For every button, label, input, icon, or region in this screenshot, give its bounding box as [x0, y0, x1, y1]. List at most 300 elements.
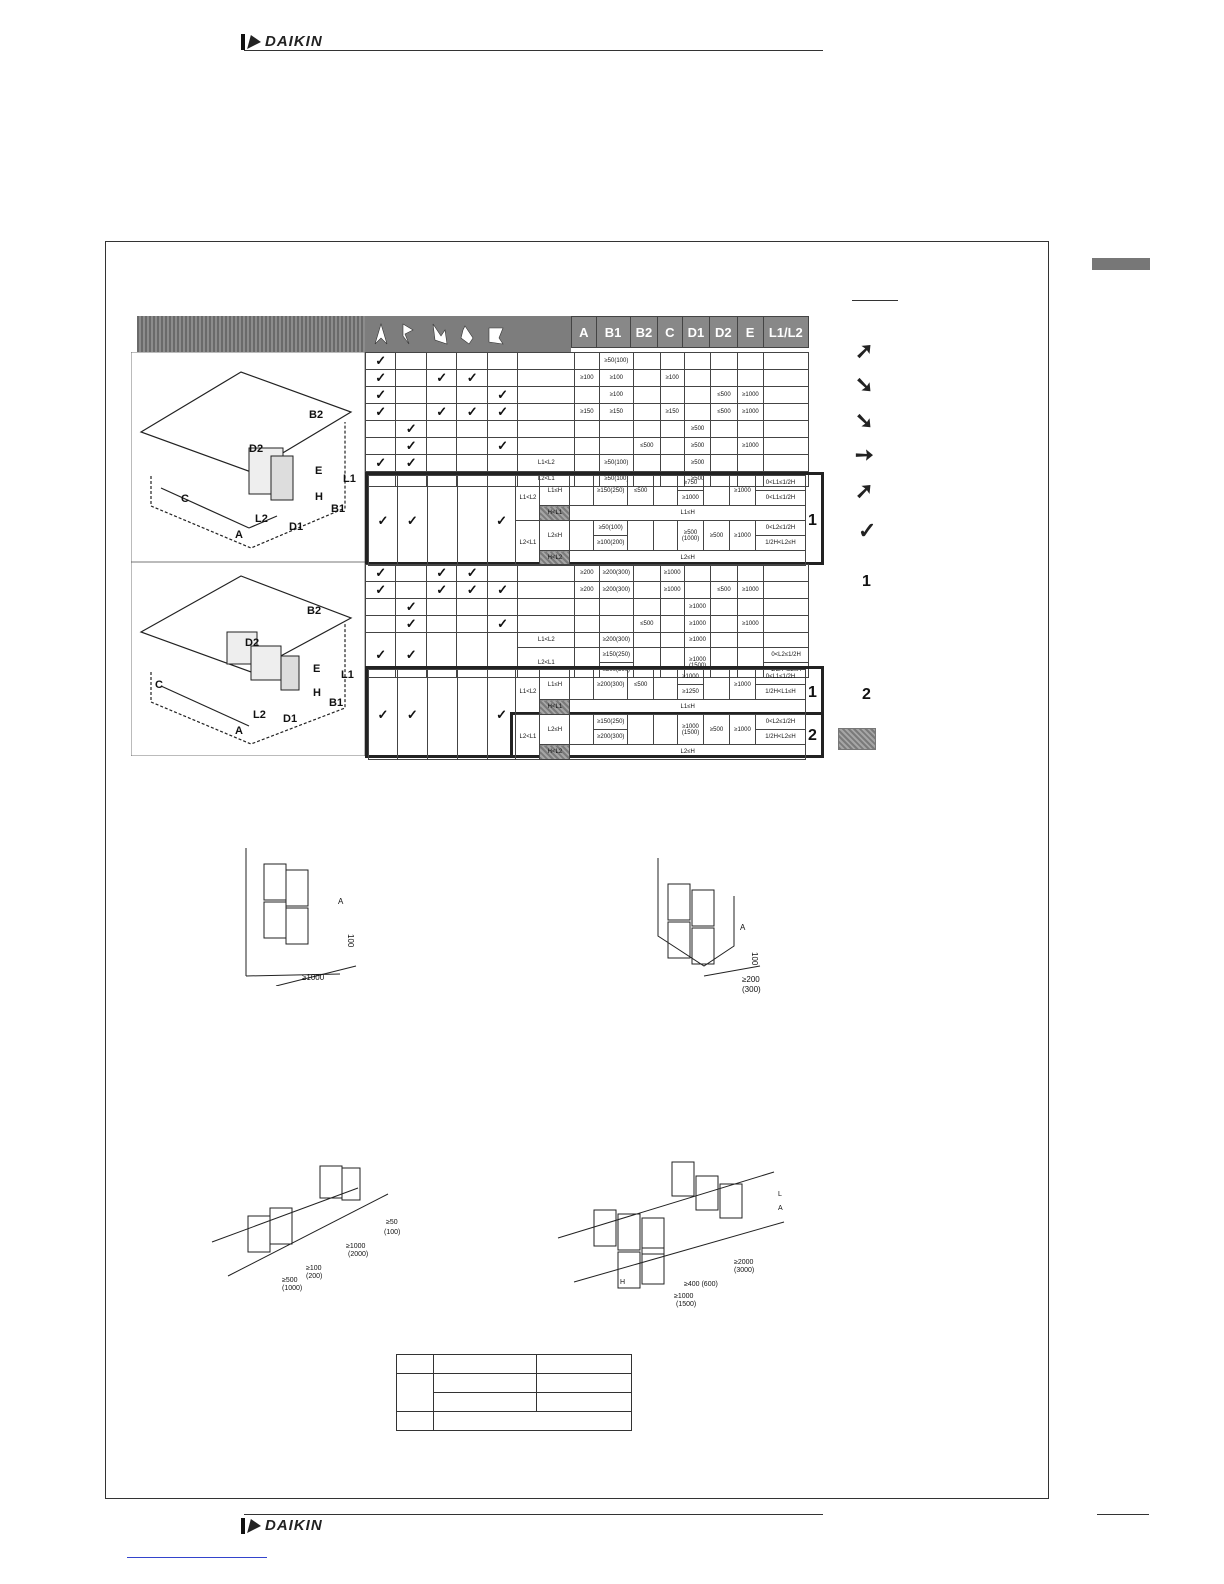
mid-cell: [518, 565, 575, 582]
legend-two: 2: [862, 686, 871, 703]
box2-d2: ≥500: [704, 715, 730, 745]
mid-cell: [737, 599, 763, 616]
top-cell: [634, 353, 660, 370]
top-cell: [764, 387, 809, 404]
mid-cell: [426, 616, 456, 633]
top-cell: [366, 438, 396, 455]
mid-cell: [634, 565, 660, 582]
fig4-d1: ≥2000: [734, 1259, 754, 1266]
table-header-blank: [515, 316, 571, 352]
top-cell: ≤500: [634, 438, 660, 455]
mid-cell: [764, 599, 809, 616]
top-cell: ≥100: [599, 387, 634, 404]
top-cell: [737, 370, 763, 387]
top-cell: [487, 421, 517, 438]
box2-d1c2: (1500): [681, 729, 700, 736]
middle-rows-table: [365, 564, 809, 678]
mid-d1b: ≥1000: [689, 656, 706, 663]
box2-cond3: 0<L2≤1/2H: [755, 715, 805, 730]
mid-cell: [518, 616, 575, 633]
col-d1: D1: [682, 317, 709, 348]
top-cell: ✓: [366, 353, 396, 370]
mid-cell: [518, 582, 575, 599]
fig3-d3b: (200): [306, 1273, 323, 1280]
mid-cell: [487, 599, 517, 616]
top-cell: ≥50(100): [599, 472, 634, 487]
top-cell: ✓: [457, 404, 487, 421]
top-cell: [518, 387, 575, 404]
top-cell: [660, 438, 684, 455]
upper-rows-table: [365, 352, 809, 487]
top-cell: ≥150: [575, 404, 599, 421]
box2-d1b: ≥1250: [678, 685, 704, 700]
mid-cell: ≤500: [634, 616, 660, 633]
top-cell: ✓: [487, 438, 517, 455]
label-c-lower: C: [155, 679, 163, 691]
top-cell: ✓: [396, 421, 426, 438]
box2-e: ≥1000: [730, 670, 756, 700]
top-cell: [457, 438, 487, 455]
top-cell: [684, 353, 710, 370]
box2-l1h2: L1≤H: [570, 700, 806, 715]
top-row: [366, 421, 809, 438]
mid-cell: ✓: [396, 599, 426, 616]
fig1-dim2: ≥1000: [302, 973, 325, 982]
mid-l2l1: L2<L1: [518, 648, 575, 678]
legend-arrow-right-icon: ➘: [855, 372, 874, 397]
top-cell: ✓: [396, 438, 426, 455]
top-cell: ✓: [366, 404, 396, 421]
top-row: [366, 370, 809, 387]
box2-l1l2: L1<L2: [516, 670, 540, 715]
footer-rule-right: [1097, 1514, 1149, 1515]
box1-d1b: ≥1000: [678, 491, 704, 506]
fig3-d4: ≥500: [282, 1277, 298, 1284]
col-d2: D2: [710, 317, 737, 348]
top-cell: [366, 421, 396, 438]
daikin-mark-icon: [247, 35, 263, 49]
mid-cell: ✓: [487, 616, 517, 633]
top-cell: L1<L2: [518, 455, 575, 472]
label-b1-lower: B1: [329, 697, 344, 709]
legend-one: 1: [862, 573, 871, 590]
mid-cell: [396, 565, 426, 582]
fig4-d3: ≥1000: [674, 1293, 694, 1300]
top-cell: [518, 421, 575, 438]
top-cell: [737, 421, 763, 438]
box1-b1: ≥150(250): [594, 476, 628, 506]
box1-d1c2: (1000): [681, 535, 700, 542]
fig2-dim1: 100: [750, 952, 759, 966]
mid-cell: [660, 616, 684, 633]
fig1-a: A: [338, 897, 344, 906]
top-cell: [660, 455, 684, 472]
mid-cell: [518, 599, 575, 616]
mid-cell: ✓: [426, 582, 456, 599]
top-cell: [634, 370, 660, 387]
label-d1-lower: D1: [283, 713, 298, 725]
top-cell: ≥500: [684, 421, 710, 438]
mid-cell: [634, 582, 660, 599]
mid-cell: ✓: [366, 582, 396, 599]
top-cell: [487, 455, 517, 472]
box2-cond4: 1/2H<L2≤H: [755, 730, 805, 745]
top-rows-body: [366, 353, 809, 487]
top-cell: [711, 438, 737, 455]
top-cell: [457, 353, 487, 370]
label-h: H: [315, 491, 323, 503]
mid-cell: [366, 599, 396, 616]
mid-cell: [575, 599, 599, 616]
legend-arrow-down-icon: ➚: [855, 478, 874, 503]
box2-b2: ≤500: [628, 670, 654, 700]
figure-1-stacked-units: [236, 846, 366, 986]
col-l1l2: L1/L2: [763, 317, 808, 348]
column-header-table: [571, 316, 809, 348]
fig4-d3b: (1500): [676, 1301, 697, 1308]
top-cell: [764, 404, 809, 421]
mid-cell: ✓: [487, 582, 517, 599]
label-b2: B2: [309, 409, 324, 421]
mid-cell: ✓: [426, 565, 456, 582]
box2-l1h: L1≤H: [540, 670, 570, 700]
col-a: A: [572, 317, 597, 348]
box1-e2: ≥1000: [730, 521, 756, 551]
box-1-number: 1: [808, 512, 817, 529]
mid-cell: ≥200: [575, 582, 599, 599]
box1-l1l2: L1<L2: [516, 476, 540, 521]
footer-logo-bar: [241, 1518, 245, 1534]
box2-check-5: ✓: [487, 670, 516, 760]
logo-bar: [241, 34, 245, 50]
top-cell: ≤500: [711, 404, 737, 421]
mid-cell: ≥200: [575, 565, 599, 582]
box2-check-1: ✓: [369, 670, 398, 760]
mid-cell: [684, 565, 710, 582]
box-2-number-a: 1: [808, 684, 817, 701]
mid-cell: ✓: [396, 616, 426, 633]
box2-hl1: H<L1: [540, 700, 570, 715]
fig2-dim3: (300): [742, 985, 761, 994]
top-cell: ≥500: [684, 472, 710, 487]
box-2-table: [368, 669, 806, 760]
top-cell: ≤500: [711, 387, 737, 404]
top-cell: [426, 353, 456, 370]
top-cell: [575, 353, 599, 370]
box1-check-2: ✓: [397, 476, 427, 566]
mid-cond2: 1/2H<L2≤H: [764, 663, 809, 678]
box2-d1a: ≥1000: [678, 670, 704, 685]
top-row: [366, 455, 809, 472]
fig4-h: H: [620, 1279, 626, 1286]
box2-b1d: ≥200(300): [594, 730, 628, 745]
box1-e: ≥1000: [730, 476, 756, 506]
box2-d1c: ≥1000: [682, 723, 699, 730]
legend-arrow-up-icon: ➚: [855, 338, 874, 363]
brand-text: DAIKIN: [265, 33, 323, 50]
top-row: [366, 387, 809, 404]
mid-cell: [764, 582, 809, 599]
box2-l2h: L2≤H: [540, 715, 570, 745]
mid-cell: [764, 616, 809, 633]
top-cell: ≥1000: [737, 404, 763, 421]
mid-cell: ≥1000: [737, 616, 763, 633]
legend-arrow-down-right-icon: ➘: [855, 408, 874, 433]
top-cell: ✓: [366, 370, 396, 387]
top-cell: ≥150: [660, 404, 684, 421]
label-b1: B1: [331, 503, 346, 515]
mid-cell: ≤500: [711, 582, 737, 599]
top-cell: [711, 353, 737, 370]
mid-cell: ≥1000: [660, 582, 684, 599]
top-cell: [518, 370, 575, 387]
box2-hl2: H<L2: [540, 745, 570, 760]
top-cell: ✓: [366, 455, 396, 472]
top-cell: [396, 387, 426, 404]
mid-check-1: ✓: [366, 633, 396, 678]
top-cell: [426, 421, 456, 438]
box1-b1c: ≥50(100): [594, 521, 628, 536]
mid-cell: [711, 599, 737, 616]
label-d2: D2: [249, 443, 264, 455]
top-cell: ≥1000: [737, 438, 763, 455]
legend-check: ✓: [858, 518, 877, 543]
box1-b1d: ≥100(200): [594, 536, 628, 551]
mid-cell: ≥200(300): [599, 565, 634, 582]
top-cell: [711, 370, 737, 387]
box1-cond3: 0<L2≤1/2H: [755, 521, 805, 536]
top-cell: [487, 370, 517, 387]
mid-l1l2: L1<L2: [518, 633, 575, 648]
mid-cell: [737, 565, 763, 582]
top-cell: [764, 455, 809, 472]
top-cell: ✓: [396, 455, 426, 472]
top-cell: [575, 387, 599, 404]
top-cell: [396, 353, 426, 370]
top-cell: [684, 404, 710, 421]
mid-check-2: ✓: [396, 633, 426, 678]
top-cell: ✓: [457, 370, 487, 387]
legend-arrow-down-left-icon: ➙: [855, 442, 874, 467]
mid-d1: ≥1000: [684, 633, 710, 648]
fig1-dim1: 100: [346, 934, 355, 948]
mid-b1: ≥200(300): [599, 633, 634, 648]
fig4-d2: ≥400 (600): [684, 1281, 718, 1288]
label-e: E: [315, 465, 323, 477]
top-cell: [634, 387, 660, 404]
box1-d1a: ≥750: [678, 476, 704, 491]
label-e-lower: E: [313, 663, 321, 675]
top-cell: [599, 438, 634, 455]
mid-cell: [457, 599, 487, 616]
mid-cell: [711, 616, 737, 633]
table-header-band: [137, 316, 365, 352]
box1-d1c: ≥500: [683, 529, 698, 536]
top-cell: ≥50(100): [599, 353, 634, 370]
top-cell: [660, 387, 684, 404]
box1-cond4: 1/2H<L2≤H: [755, 536, 805, 551]
mid-cell: [684, 582, 710, 599]
top-cell: ≥100: [660, 370, 684, 387]
top-cell: [737, 455, 763, 472]
top-cell: [684, 387, 710, 404]
top-cell: [634, 404, 660, 421]
bottom-link-underline: [127, 1557, 267, 1558]
upper-isometric-diagram: [131, 352, 365, 562]
top-cell: [660, 421, 684, 438]
box2-l2h2: L2≤H: [570, 745, 806, 760]
box-1-table: [368, 475, 806, 566]
header-logo: [241, 33, 323, 50]
top-cell: [518, 404, 575, 421]
top-cell: [737, 353, 763, 370]
box1-check-1: ✓: [369, 476, 398, 566]
box1-l1h: L1≤H: [540, 476, 570, 506]
mid-row: [366, 565, 809, 582]
label-c: C: [181, 493, 189, 505]
top-cell: [518, 353, 575, 370]
box2-cond1: 0<L1≤1/2H: [755, 670, 805, 685]
box1-hl2: H<L2: [540, 551, 570, 566]
mid-cell: [457, 616, 487, 633]
top-cell: ≥1000: [737, 387, 763, 404]
mid-row: [366, 599, 809, 616]
top-cell: ✓: [487, 387, 517, 404]
mid-cell: ≥1000: [660, 565, 684, 582]
label-l2-lower: L2: [253, 709, 266, 721]
figure-2-stacked-units: [644, 856, 784, 996]
mid-cell: [599, 599, 634, 616]
fig3-d3: ≥100: [306, 1265, 322, 1272]
direction-arrows-header: [365, 316, 515, 352]
label-a: A: [235, 529, 243, 541]
top-cell: L2<L1: [518, 472, 575, 487]
fig4-l: L: [778, 1191, 782, 1198]
top-cell: [457, 455, 487, 472]
top-cell: [457, 387, 487, 404]
label-l1-lower: L1: [341, 669, 354, 681]
top-cell: [764, 353, 809, 370]
label-h-lower: H: [313, 687, 321, 699]
top-cell: [634, 421, 660, 438]
mid-cell: [599, 616, 634, 633]
box1-d2: ≥500: [704, 521, 730, 551]
mid-cell: ≥200(300): [599, 582, 634, 599]
top-cell: ≥150: [599, 404, 634, 421]
mid-cell: [575, 616, 599, 633]
top-cell: ✓: [426, 370, 456, 387]
top-cell: [684, 370, 710, 387]
footer-rule: [244, 1514, 823, 1515]
box1-l1h2: L1≤H: [570, 506, 806, 521]
top-row: [366, 404, 809, 421]
footer-daikin-mark-icon: [247, 1519, 263, 1533]
box1-l2h2: L2≤H: [570, 551, 806, 566]
fig2-dim2: ≥200: [742, 975, 760, 984]
top-cell: [634, 455, 660, 472]
top-cell: [575, 455, 599, 472]
box1-b2: ≤500: [628, 476, 654, 506]
label-b2-lower: B2: [307, 605, 322, 617]
col-e: E: [737, 317, 763, 348]
top-cell: ✓: [366, 387, 396, 404]
box1-hl1: H<L1: [540, 506, 570, 521]
figure-4-multiple-rows: [554, 1152, 794, 1308]
top-cell: ✓: [426, 404, 456, 421]
box1-check-5: ✓: [487, 476, 516, 566]
fig3-d2: ≥1000: [346, 1243, 366, 1250]
box2-l2l1: L2<L1: [516, 715, 540, 760]
header-rule: [244, 50, 823, 51]
top-cell: [518, 438, 575, 455]
mid-cond1: 0<L2≤1/2H: [764, 648, 809, 663]
mid-cell: [396, 582, 426, 599]
box1-l2l1: L2<L1: [516, 521, 540, 566]
col-b2: B2: [630, 317, 657, 348]
label-a-lower: A: [235, 725, 243, 737]
mid-cell: ✓: [366, 565, 396, 582]
mid-d1b2: (1500): [688, 662, 707, 669]
top-cell: [660, 353, 684, 370]
mid-cell: [634, 599, 660, 616]
fig3-d1b: (100): [384, 1229, 401, 1236]
top-cell: [457, 421, 487, 438]
mid-cell: ✓: [457, 582, 487, 599]
top-cell: [711, 455, 737, 472]
mid-cell: [711, 565, 737, 582]
fig3-d2b: (2000): [348, 1251, 369, 1258]
mid-cell: [366, 616, 396, 633]
mid-row: [366, 616, 809, 633]
bottom-empty-table: [396, 1354, 632, 1431]
top-cell: [711, 421, 737, 438]
top-cell: [575, 438, 599, 455]
mid-cell: ≥1000: [737, 582, 763, 599]
box1-l2h: L2≤H: [540, 521, 570, 551]
mid-cell: [660, 599, 684, 616]
top-cell: [575, 421, 599, 438]
fig3-d4b: (1000): [282, 1285, 303, 1292]
box2-b1c: ≥150(250): [594, 715, 628, 730]
legend-rule: [852, 300, 898, 301]
mid-cell: ≥1000: [684, 599, 710, 616]
col-b1: B1: [596, 317, 630, 348]
figure-3-facing-units: [208, 1158, 408, 1294]
side-tab-marker: [1092, 258, 1150, 270]
label-l1: L1: [343, 473, 356, 485]
top-cell: [396, 370, 426, 387]
mid-cell: [426, 599, 456, 616]
mid-b1c: ≥200(300): [599, 663, 634, 678]
mid-cell: [487, 565, 517, 582]
box2-check-2: ✓: [397, 670, 427, 760]
fig4-a: A: [778, 1205, 783, 1212]
top-cell: [487, 353, 517, 370]
top-row: [366, 353, 809, 370]
top-cell: ≥50(100): [599, 455, 634, 472]
top-cell: [764, 370, 809, 387]
box1-cond2: 0<L1≤1/2H: [755, 491, 805, 506]
top-row: [366, 438, 809, 455]
top-cell: [764, 438, 809, 455]
label-l2: L2: [255, 513, 268, 525]
mid-cell: ✓: [457, 565, 487, 582]
top-cell: [426, 438, 456, 455]
fig2-a: A: [740, 923, 746, 932]
footer-logo: [241, 1517, 323, 1534]
footer-brand-text: DAIKIN: [265, 1517, 323, 1534]
mid-row: [366, 582, 809, 599]
